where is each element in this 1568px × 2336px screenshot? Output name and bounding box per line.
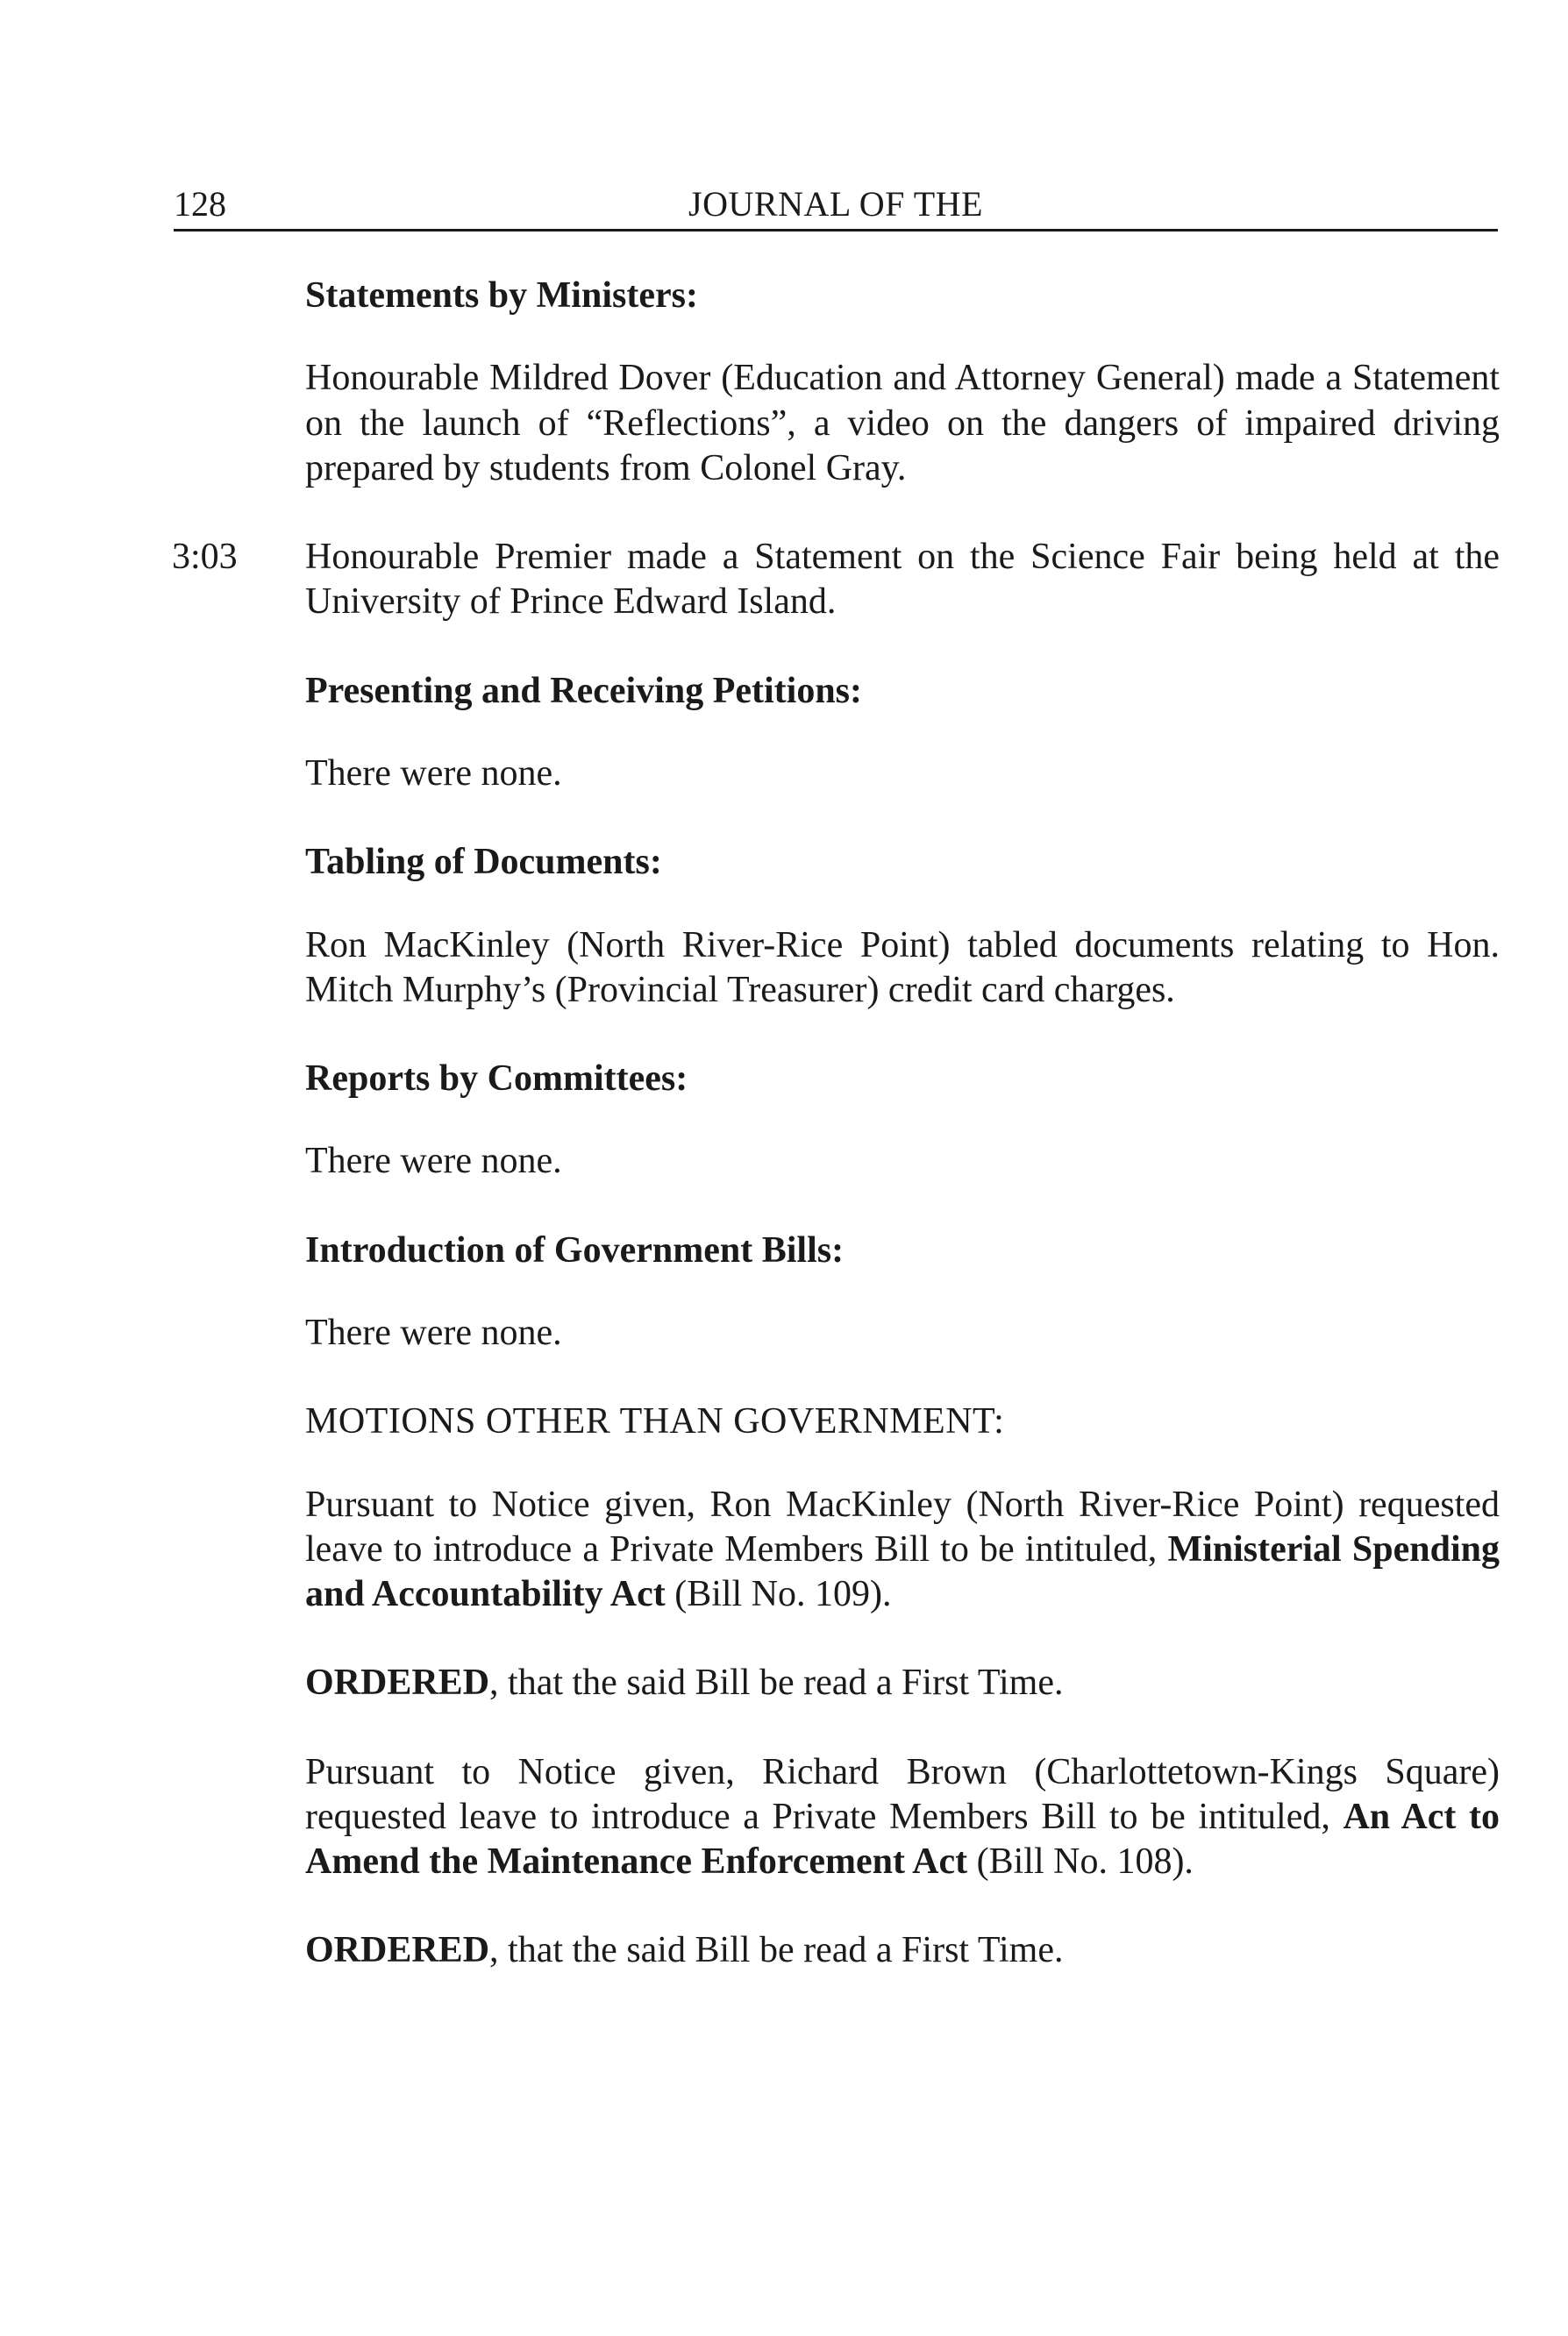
section-heading-gov-bills: Introduction of Government Bills: — [305, 1229, 845, 1271]
section-heading-committees: Reports by Committees: — [305, 1058, 688, 1100]
committees-text: There were none. — [305, 1141, 562, 1182]
margin-timestamp: 3:03 — [172, 537, 238, 578]
motion-2-bill-number: (Bill No. 108). — [976, 1841, 1194, 1883]
statement-dover: Honourable Mildred Dover (Education and Attorney General) made a Statement on the launch of “Reflections”, a video on the dangers of impaired driving prepared by students from Colonel Gray. — [305, 358, 1500, 488]
section-heading-petitions: Presenting and Receiving Petitions: — [305, 670, 863, 711]
ordered-text: , that the said Bill be read a First Time. — [489, 1930, 1064, 1971]
page-number: 128 — [174, 184, 226, 224]
statement-premier: Honourable Premier made a Statement on the Science Fair being held at the University of Prince Edward Island. — [305, 537, 1500, 623]
motion-paragraph-1 — [305, 1483, 1500, 1618]
motion-paragraph-2 — [305, 1750, 1500, 1885]
page-header — [174, 180, 1498, 231]
motion-2-text: Pursuant to Notice given, Richard Brown (Charlottetown-Kings Square) requested leave to introduce a Private Members Bill to be intituled, — [305, 1751, 1500, 1837]
ordered-label: ORDERED — [305, 1930, 490, 1971]
ordered-label: ORDERED — [305, 1663, 490, 1704]
section-heading-statements: Statements by Ministers: — [305, 275, 698, 316]
section-heading-motions: MOTIONS OTHER THAN GOVERNMENT: — [305, 1401, 1005, 1442]
motion-1-bill-number: (Bill No. 109). — [674, 1574, 892, 1615]
page-body — [172, 274, 1500, 2018]
timestamped-entry — [172, 535, 1500, 624]
gov-bills-text: There were none. — [305, 1313, 562, 1354]
motion-1-bill-title: Ministerial Spending and Accountability Act — [305, 1528, 1500, 1615]
section-heading-tabling: Tabling of Documents: — [305, 842, 662, 883]
ordered-text: , that the said Bill be read a First Time. — [489, 1663, 1064, 1704]
petitions-text: There were none. — [305, 752, 562, 794]
tabling-text: Ron MacKinley (North River-Rice Point) tabled documents relating to Hon. Mitch Murphy’s (Provincial Treasurer) credit card charges. — [305, 924, 1500, 1010]
ordered-paragraph-2 — [305, 1928, 1500, 1973]
motion-2-bill-title: An Act to Amend the Maintenance Enforcement Act — [305, 1796, 1500, 1883]
running-title: JOURNAL OF THE — [688, 184, 983, 224]
motion-1-text: Pursuant to Notice given, Ron MacKinley (North River-Rice Point) requested leave to introduce a Private Members Bill to be intituled, — [305, 1484, 1500, 1570]
ordered-paragraph-1 — [305, 1661, 1500, 1706]
